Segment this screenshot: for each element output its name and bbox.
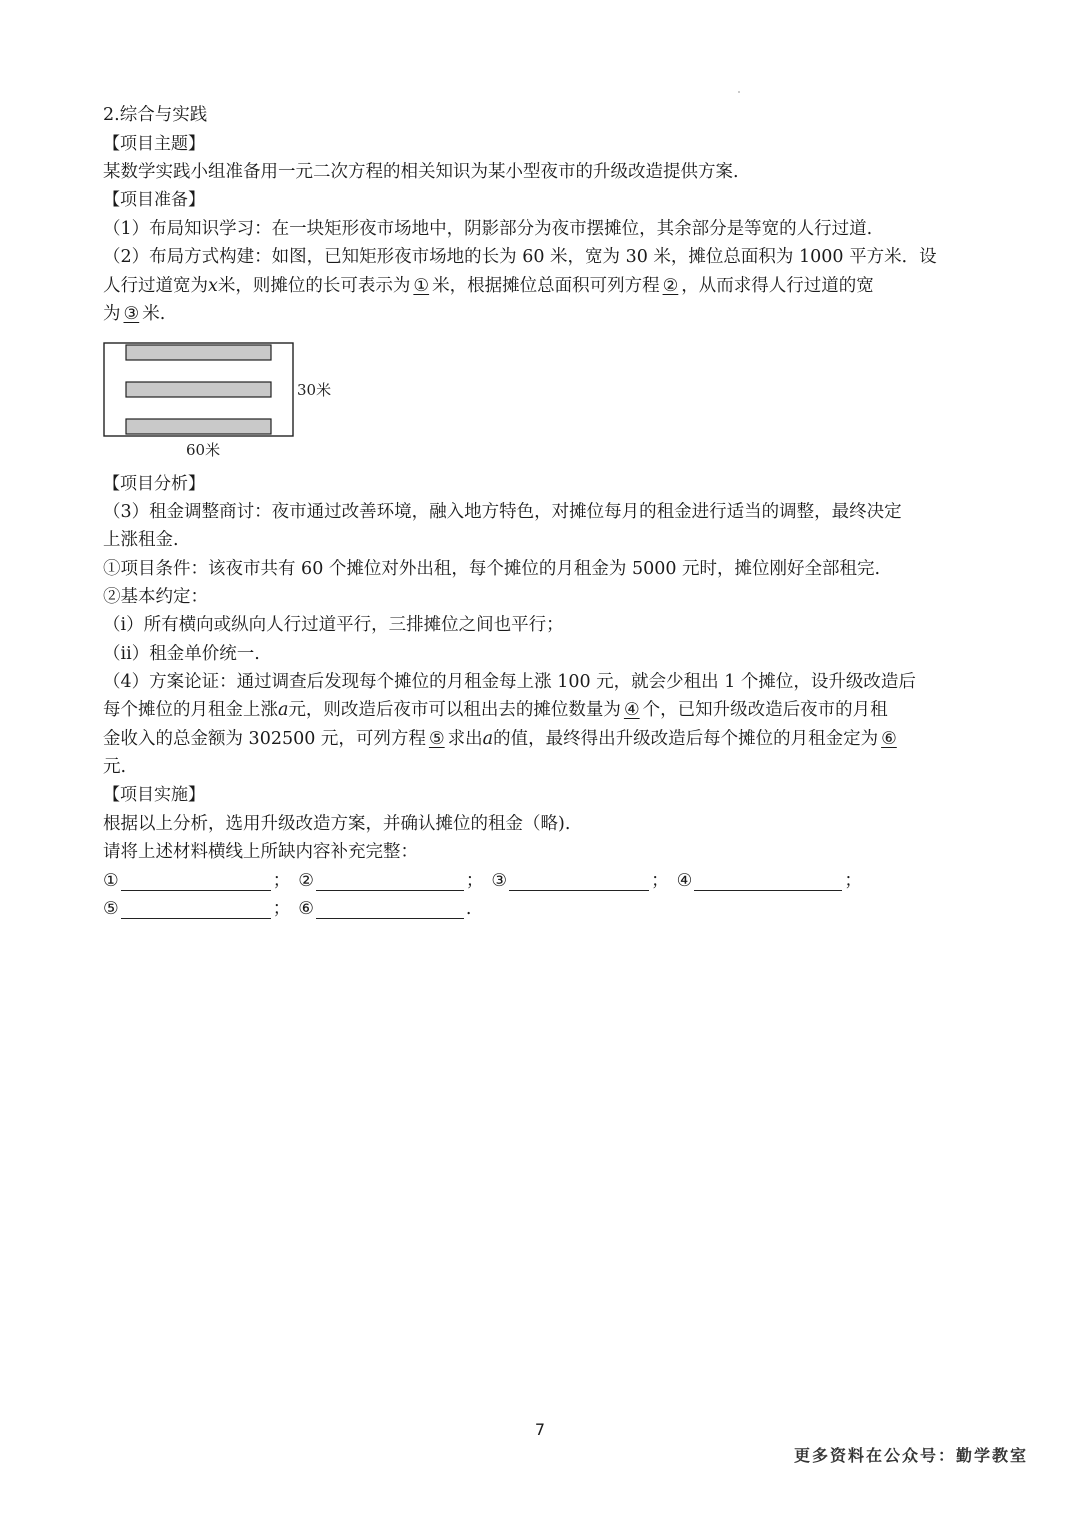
text-segment: 金收入的总金额为 302500 元，可列方程	[103, 729, 426, 749]
blank-6: ⑥	[881, 729, 897, 749]
page-number: 7	[534, 1420, 546, 1439]
heading-theme: 【项目主题】	[103, 134, 205, 154]
text-segment: 米，根据摊位总面积可列方程	[432, 276, 660, 296]
answer-separator: ；	[844, 871, 862, 891]
text-segment: ，从而求得人行过道的宽	[681, 276, 874, 296]
answer-label: ④	[676, 871, 693, 891]
text-segment: 为	[103, 304, 121, 324]
analysis-item-4-line1: （4）方案论证：通过调查后发现每个摊位的月租金每上涨 100 元，就会少租出 1 个摊位，设升级改造后	[103, 672, 916, 692]
prep-item-2-line1: （2）布局方式构建：如图，已知矩形夜市场地的长为 60 米，宽为 30 米，摊位总面积为 1000 平方米．设	[103, 247, 937, 267]
answer-item-1	[103, 873, 290, 891]
answer-item-5	[103, 901, 290, 919]
answer-separator: ；	[272, 899, 291, 919]
condition-2-ii: （ii）租金单价统一.	[103, 644, 260, 664]
stall-row-2	[126, 382, 271, 397]
condition-2: ②基本约定：	[103, 587, 208, 607]
variable-a: a	[482, 729, 494, 749]
answer-label: ①	[103, 871, 119, 891]
text-segment: 的值，最终得出升级改造后每个摊位的月租金定为	[493, 729, 879, 749]
answer-item-4	[677, 873, 862, 891]
height-label: 30米	[297, 381, 332, 399]
answer-label: ②	[298, 871, 314, 891]
analysis-item-4-line2	[103, 702, 888, 720]
answer-row-1	[103, 873, 862, 891]
answer-line-3	[509, 874, 649, 891]
blank-4: ④	[623, 700, 640, 720]
stall-row-1	[126, 345, 271, 360]
blank-3: ③	[123, 304, 140, 324]
analysis-item-4-line3	[103, 731, 900, 749]
heading-analysis: 【项目分析】	[103, 474, 205, 494]
width-label: 60米	[186, 441, 221, 459]
blank-2: ②	[662, 276, 679, 296]
text-segment: 每个摊位的月租金上涨	[103, 700, 278, 720]
text-segment: 人行过道宽为	[103, 276, 208, 296]
implementation-text: 根据以上分析，选用升级改造方案，并确认摊位的租金（略).	[103, 814, 571, 834]
answer-row-2	[103, 901, 471, 919]
blank-1: ①	[413, 276, 430, 296]
answer-label: ⑥	[298, 899, 314, 919]
text-segment: 求出	[447, 729, 483, 749]
heading-implementation: 【项目实施】	[103, 785, 205, 805]
condition-1: ①项目条件：该夜市共有 60 个摊位对外出租，每个摊位的月租金为 5000 元时，摊位刚好全部租完.	[103, 559, 881, 579]
footer-watermark: 更多资料在公众号：勤学教室	[793, 1446, 1028, 1465]
answer-label: ③	[491, 871, 508, 891]
answer-separator: ；	[465, 871, 484, 891]
text-segment: 元，则改造后夜市可以租出去的摊位数量为	[288, 700, 621, 720]
text-segment: 米.	[142, 304, 166, 324]
variable-x: x	[208, 276, 218, 296]
answer-line-6	[316, 902, 464, 919]
blank-5: ⑤	[428, 729, 445, 749]
analysis-item-4-line4: 元.	[103, 757, 127, 777]
answer-item-3	[491, 873, 668, 891]
answer-item-2	[298, 873, 483, 891]
text-segment: 个，已知升级改造后夜市的月租	[642, 700, 888, 720]
analysis-item-3-line1: （3）租金调整商讨：夜市通过改善环境，融入地方特色，对摊位每月的租金进行适当的调整，最终决定	[103, 502, 902, 522]
heading-prep: 【项目准备】	[103, 190, 205, 210]
answer-separator: ；	[651, 871, 669, 891]
variable-a: a	[278, 700, 289, 720]
answer-label: ⑤	[103, 899, 119, 919]
condition-2-i: （i）所有横向或纵向人行过道平行，三排摊位之间也平行；	[103, 615, 564, 635]
stall-row-3	[126, 419, 271, 434]
answer-separator: .	[465, 899, 472, 919]
theme-text: 某数学实践小组准备用一元二次方程的相关知识为某小型夜市的升级改造提供方案.	[103, 162, 739, 182]
instruction-text: 请将上述材料横线上所缺内容补充完整：	[103, 842, 418, 862]
text-segment: 米，则摊位的长可表示为	[217, 276, 411, 296]
answer-separator: ；	[272, 871, 291, 891]
answer-line-4	[694, 874, 842, 891]
answer-line-1	[121, 874, 271, 891]
answer-item-6	[298, 901, 471, 919]
answer-line-2	[316, 874, 464, 891]
prep-item-1: （1）布局知识学习：在一块矩形夜市场地中，阴影部分为夜市摆摊位，其余部分是等宽的人行过道.	[103, 219, 873, 239]
answer-line-5	[121, 902, 271, 919]
problem-title: 2.综合与实践	[103, 105, 208, 125]
analysis-item-3-line2: 上涨租金.	[103, 530, 179, 550]
